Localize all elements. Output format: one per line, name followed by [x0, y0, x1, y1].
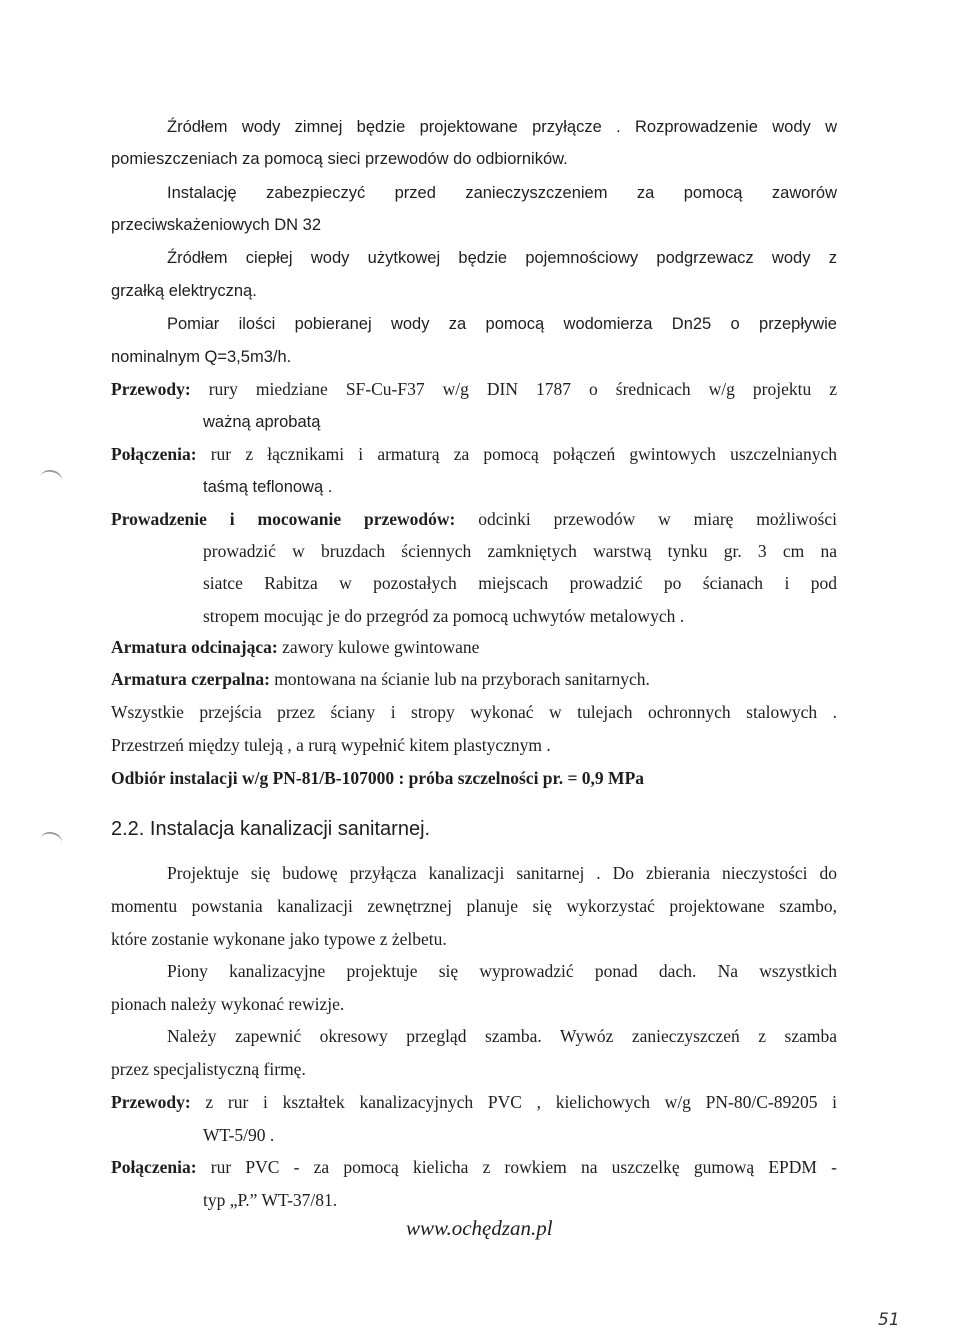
- risers-line-1: Piony kanalizacyjne projektuje się wyprowadzić ponad dach. Na wszystkich: [167, 961, 837, 981]
- water-connections-line-2: taśmą teflonową .: [203, 478, 333, 496]
- water-pipes-label: Przewody:: [111, 379, 191, 399]
- sewage-line-1: Projektuje się budowę przyłącza kanalizacji sanitarnej . Do zbierania nieczystości do: [167, 863, 837, 883]
- sewage-pipes-line-1: [111, 1090, 837, 1114]
- routing-label: Prowadzenie i mocowanie przewodów:: [111, 509, 456, 529]
- risers-line-2: pionach należy wykonać rewizje.: [111, 994, 345, 1014]
- punch-hole-mark-upper: [38, 468, 63, 490]
- water-source-line-2: pomieszczeniach za pomocą sieci przewodów do odbiorników.: [111, 150, 568, 168]
- sewage-connections-label: Połączenia:: [111, 1157, 197, 1177]
- metering-line-1: Pomiar ilości pobieranej wody za pomocą wodomierza Dn25 o przepływie: [167, 315, 837, 333]
- routing-line-3: siatce Rabitza w pozostałych miejscach prowadzić po ścianach i pod: [203, 573, 837, 593]
- water-pipes-text: rury miedziane SF-Cu-F37 w/g DIN 1787 o średnicach w/g projektu z: [208, 379, 838, 399]
- septic-line-1: Należy zapewnić okresowy przegląd szamba. Wywóz zanieczyszczeń z szamba: [167, 1026, 837, 1046]
- sewage-pipes-label: Przewody:: [111, 1092, 191, 1112]
- acceptance-test-line: Odbiór instalacji w/g PN-81/B-107000 : próba szczelności pr. = 0,9 MPa: [111, 768, 645, 788]
- drawoff-fittings-label: Armatura czerpalna:: [111, 669, 270, 689]
- drawoff-fittings-text: montowana na ścianie lub na przyborach sanitarnych.: [274, 669, 650, 689]
- shutoff-fittings-line: [111, 635, 837, 659]
- punch-hole-mark-lower: [38, 830, 63, 852]
- water-connections-text: rur z łącznikami i armaturą za pomocą połączeń gwintowych uszczelnianych: [210, 444, 837, 464]
- sewage-connections-line-2: typ „P.” WT-37/81.: [203, 1190, 338, 1210]
- water-connections-label: Połączenia:: [111, 444, 197, 464]
- sewage-connections-line-1: [111, 1155, 837, 1179]
- protection-line-2: przeciwskażeniowych DN 32: [111, 216, 321, 234]
- sewage-line-3: które zostanie wykonane jako typowe z żelbetu.: [111, 929, 447, 949]
- passages-line-1: Wszystkie przejścia przez ściany i stropy wykonać w tulejach ochronnych stalowych .: [111, 702, 837, 722]
- routing-line-4: stropem mocując je do przegród za pomocą uchwytów metalowych .: [203, 606, 685, 626]
- sewage-connections-text: rur PVC - za pomocą kielicha z rowkiem na uszczelkę gumową EPDM -: [210, 1157, 838, 1177]
- water-source-line-1: Źródłem wody zimnej będzie projektowane przyłącze . Rozprowadzenie wody w: [167, 118, 837, 136]
- water-pipes-line-2: ważną aprobatą: [203, 413, 321, 431]
- sewage-line-2: momentu powstania kanalizacji zewnętrznej planuje się wykorzystać projektowane szambo,: [111, 896, 837, 916]
- septic-line-2: przez specjalistyczną firmę.: [111, 1059, 306, 1079]
- hot-water-line-1: Źródłem ciepłej wody użytkowej będzie pojemnościowy podgrzewacz wody z: [167, 249, 837, 267]
- section-heading-sewage: 2.2. Instalacja kanalizacji sanitarnej.: [111, 818, 431, 840]
- protection-line-1: Instalację zabezpieczyć przed zanieczyszczeniem za pomocą zaworów: [167, 184, 837, 202]
- passages-line-2: Przestrzeń między tuleją , a rurą wypełnić kitem plastycznym .: [111, 735, 551, 755]
- routing-line-2: prowadzić w bruzdach ściennych zamkniętych warstwą tynku gr. 3 cm na: [203, 541, 837, 561]
- hot-water-line-2: grzałką elektryczną.: [111, 282, 257, 300]
- water-connections-line-1: [111, 442, 837, 466]
- shutoff-fittings-text: zawory kulowe gwintowane: [282, 637, 480, 657]
- metering-line-2: nominalnym Q=3,5m3/h.: [111, 348, 292, 366]
- sewage-pipes-line-2: WT-5/90 .: [203, 1125, 275, 1145]
- water-pipes-line-1: [111, 377, 837, 401]
- footer-url: www.ochędzan.pl: [406, 1216, 553, 1240]
- shutoff-fittings-label: Armatura odcinająca:: [111, 637, 278, 657]
- page-number: 51: [878, 1310, 900, 1330]
- routing-text: odcinki przewodów w miarę możliwości: [478, 509, 837, 529]
- routing-line-1: [111, 507, 837, 531]
- drawoff-fittings-line: [111, 667, 837, 691]
- sewage-pipes-text: z rur i kształtek kanalizacyjnych PVC , kielichowych w/g PN-80/C-89205 i: [205, 1092, 838, 1112]
